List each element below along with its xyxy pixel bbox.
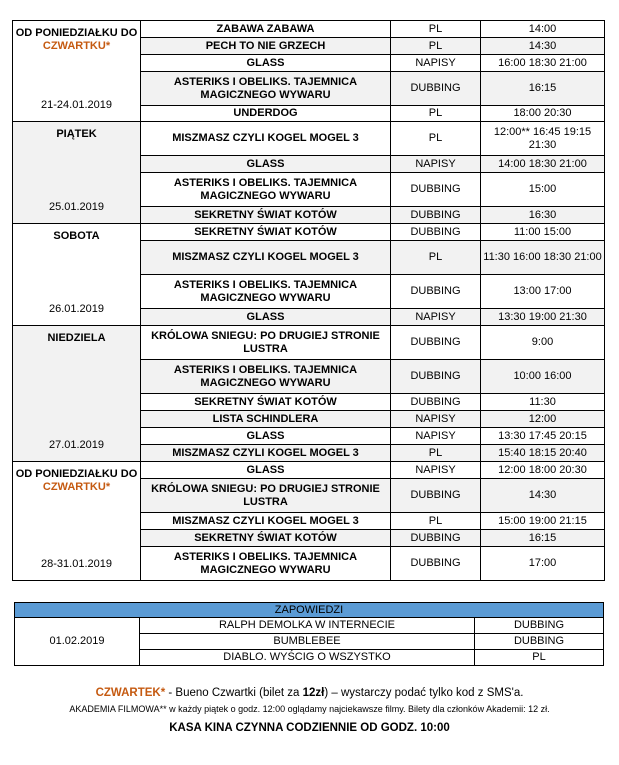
movie-language: NAPISY — [391, 55, 481, 72]
movie-title: UNDERDOG — [141, 106, 391, 122]
showtimes: 14:30 — [481, 38, 605, 55]
day-date: 26.01.2019 — [48, 303, 105, 315]
upcoming-title: RALPH DEMOLKA W INTERNECIE — [140, 618, 475, 634]
movie-title: SEKRETNY ŚWIAT KOTÓW — [141, 394, 391, 411]
box-office-hours: KASA KINA CZYNNA CODZIENNIE OD GODZ. 10:00 — [169, 722, 450, 734]
schedule-row — [13, 462, 605, 479]
showtimes: 9:00 — [481, 326, 605, 360]
movie-language: DUBBING — [391, 530, 481, 547]
movie-language: DUBBING — [391, 326, 481, 360]
movie-title: MISZMASZ CZYLI KOGEL MOGEL 3 — [141, 241, 391, 275]
upcoming-title: BUMBLEBEE — [140, 634, 475, 650]
day-name — [56, 128, 96, 141]
movie-language: PL — [391, 21, 481, 38]
movie-language: NAPISY — [391, 156, 481, 173]
schedule-table — [12, 20, 605, 581]
upcoming-lang: DUBBING — [475, 618, 604, 634]
promo-price: 12zł — [302, 687, 325, 699]
movie-language: DUBBING — [391, 275, 481, 309]
showtimes: 12:00 — [481, 411, 605, 428]
movie-language: NAPISY — [391, 462, 481, 479]
schedule-row — [13, 21, 605, 38]
day-name — [53, 230, 99, 243]
movie-title: MISZMASZ CZYLI KOGEL MOGEL 3 — [141, 445, 391, 462]
day-name-text: PIĄTEK — [56, 128, 97, 140]
movie-title: SEKRETNY ŚWIAT KOTÓW — [141, 207, 391, 224]
movie-language: PL — [391, 513, 481, 530]
day-date: 21-24.01.2019 — [41, 99, 112, 111]
showtimes: 14:30 — [481, 479, 605, 513]
showtimes: 14:00 18:30 21:00 — [481, 156, 605, 173]
movie-language: DUBBING — [391, 207, 481, 224]
movie-title: GLASS — [141, 428, 391, 445]
showtimes: 14:00 — [481, 21, 605, 38]
day-name — [47, 332, 105, 345]
schedule-row — [13, 122, 605, 156]
movie-language: PL — [391, 38, 481, 55]
schedule-row — [13, 326, 605, 360]
showtimes: 16:00 18:30 21:00 — [481, 55, 605, 72]
movie-language: PL — [391, 241, 481, 275]
schedule-row — [13, 224, 605, 241]
akademia-note: AKADEMIA FILMOWA** w każdy piątek o godz. 12:00 oglądamy najciekawsze filmy. Bilety dla członków Akademii: 12 zł. — [69, 704, 550, 714]
showtimes: 17:00 — [481, 547, 605, 581]
movie-language: PL — [391, 122, 481, 156]
showtimes: 11:30 — [481, 394, 605, 411]
movie-language: NAPISY — [391, 411, 481, 428]
footer — [0, 686, 619, 735]
promo-highlight: CZWARTEK* — [95, 687, 166, 699]
showtimes: 11:00 15:00 — [481, 224, 605, 241]
showtimes: 16:15 — [481, 530, 605, 547]
movie-language: NAPISY — [391, 309, 481, 326]
movie-language: DUBBING — [391, 173, 481, 207]
showtimes: 15:40 18:15 20:40 — [481, 445, 605, 462]
day-name — [15, 27, 138, 53]
promo-text-a: - Bueno Czwartki (bilet za — [165, 687, 303, 699]
showtimes: 15:00 19:00 21:15 — [481, 513, 605, 530]
movie-language: NAPISY — [391, 428, 481, 445]
showtimes: 13:00 17:00 — [481, 275, 605, 309]
movie-title: GLASS — [141, 462, 391, 479]
promo-line — [0, 686, 619, 700]
day-cell — [13, 21, 141, 122]
movie-language: DUBBING — [391, 360, 481, 394]
movie-title: MISZMASZ CZYLI KOGEL MOGEL 3 — [141, 122, 391, 156]
movie-title: GLASS — [141, 55, 391, 72]
movie-title: KRÓLOWA SNIEGU: PO DRUGIEJ STRONIE LUSTRA — [141, 479, 391, 513]
movie-title: ASTERIKS I OBELIKS. TAJEMNICA MAGICZNEGO WYWARU — [141, 547, 391, 581]
showtimes: 12:00** 16:45 19:15 21:30 — [481, 122, 605, 156]
showtimes: 10:00 16:00 — [481, 360, 605, 394]
movie-language: DUBBING — [391, 394, 481, 411]
day-date: 25.01.2019 — [48, 201, 105, 213]
day-name-text: OD PONIEDZIAŁKU DO — [15, 468, 138, 480]
movie-language: DUBBING — [391, 72, 481, 106]
day-cell — [13, 462, 141, 581]
upcoming-header: ZAPOWIEDZI — [15, 603, 604, 618]
upcoming-table — [14, 602, 604, 666]
upcoming-date: 01.02.2019 — [15, 618, 140, 666]
movie-title: KRÓLOWA SNIEGU: PO DRUGIEJ STRONIE LUSTRA — [141, 326, 391, 360]
movie-language: PL — [391, 106, 481, 122]
movie-title: MISZMASZ CZYLI KOGEL MOGEL 3 — [141, 513, 391, 530]
movie-title: GLASS — [141, 309, 391, 326]
movie-title: ASTERIKS I OBELIKS. TAJEMNICA MAGICZNEGO WYWARU — [141, 72, 391, 106]
showtimes: 16:15 — [481, 72, 605, 106]
showtimes: 11:30 16:00 18:30 21:00 — [481, 241, 605, 275]
movie-title: ASTERIKS I OBELIKS. TAJEMNICA MAGICZNEGO WYWARU — [141, 360, 391, 394]
movie-title: ASTERIKS I OBELIKS. TAJEMNICA MAGICZNEGO WYWARU — [141, 275, 391, 309]
day-date: 28-31.01.2019 — [41, 558, 112, 570]
promo-text-b: ) – wystarczy podać tylko kod z SMS'a. — [324, 687, 524, 699]
showtimes: 13:30 17:45 20:15 — [481, 428, 605, 445]
day-name-text: NIEDZIELA — [47, 332, 106, 344]
movie-title: SEKRETNY ŚWIAT KOTÓW — [141, 224, 391, 241]
day-name-text: OD PONIEDZIAŁKU DO — [15, 27, 138, 39]
movie-title: PECH TO NIE GRZECH — [141, 38, 391, 55]
day-date: 27.01.2019 — [48, 439, 105, 451]
day-cell — [13, 122, 141, 224]
day-name-text: SOBOTA — [53, 230, 100, 242]
showtimes: 12:00 18:00 20:30 — [481, 462, 605, 479]
showtimes: 13:30 19:00 21:30 — [481, 309, 605, 326]
movie-title: ASTERIKS I OBELIKS. TAJEMNICA MAGICZNEGO WYWARU — [141, 173, 391, 207]
day-cell — [13, 326, 141, 462]
movie-title: ZABAWA ZABAWA — [141, 21, 391, 38]
showtimes: 15:00 — [481, 173, 605, 207]
showtimes: 16:30 — [481, 207, 605, 224]
movie-title: SEKRETNY ŚWIAT KOTÓW — [141, 530, 391, 547]
upcoming-lang: PL — [475, 650, 604, 666]
day-name-highlight: CZWARTKU* — [42, 481, 111, 493]
movie-language: DUBBING — [391, 224, 481, 241]
movie-title: LISTA SCHINDLERA — [141, 411, 391, 428]
upcoming-title: DIABLO. WYŚCIG O WSZYSTKO — [140, 650, 475, 666]
upcoming-lang: DUBBING — [475, 634, 604, 650]
movie-language: DUBBING — [391, 479, 481, 513]
day-cell — [13, 224, 141, 326]
showtimes: 18:00 20:30 — [481, 106, 605, 122]
day-name — [15, 468, 138, 494]
day-name-highlight: CZWARTKU* — [42, 40, 111, 52]
movie-language: DUBBING — [391, 547, 481, 581]
movie-title: GLASS — [141, 156, 391, 173]
movie-language: PL — [391, 445, 481, 462]
